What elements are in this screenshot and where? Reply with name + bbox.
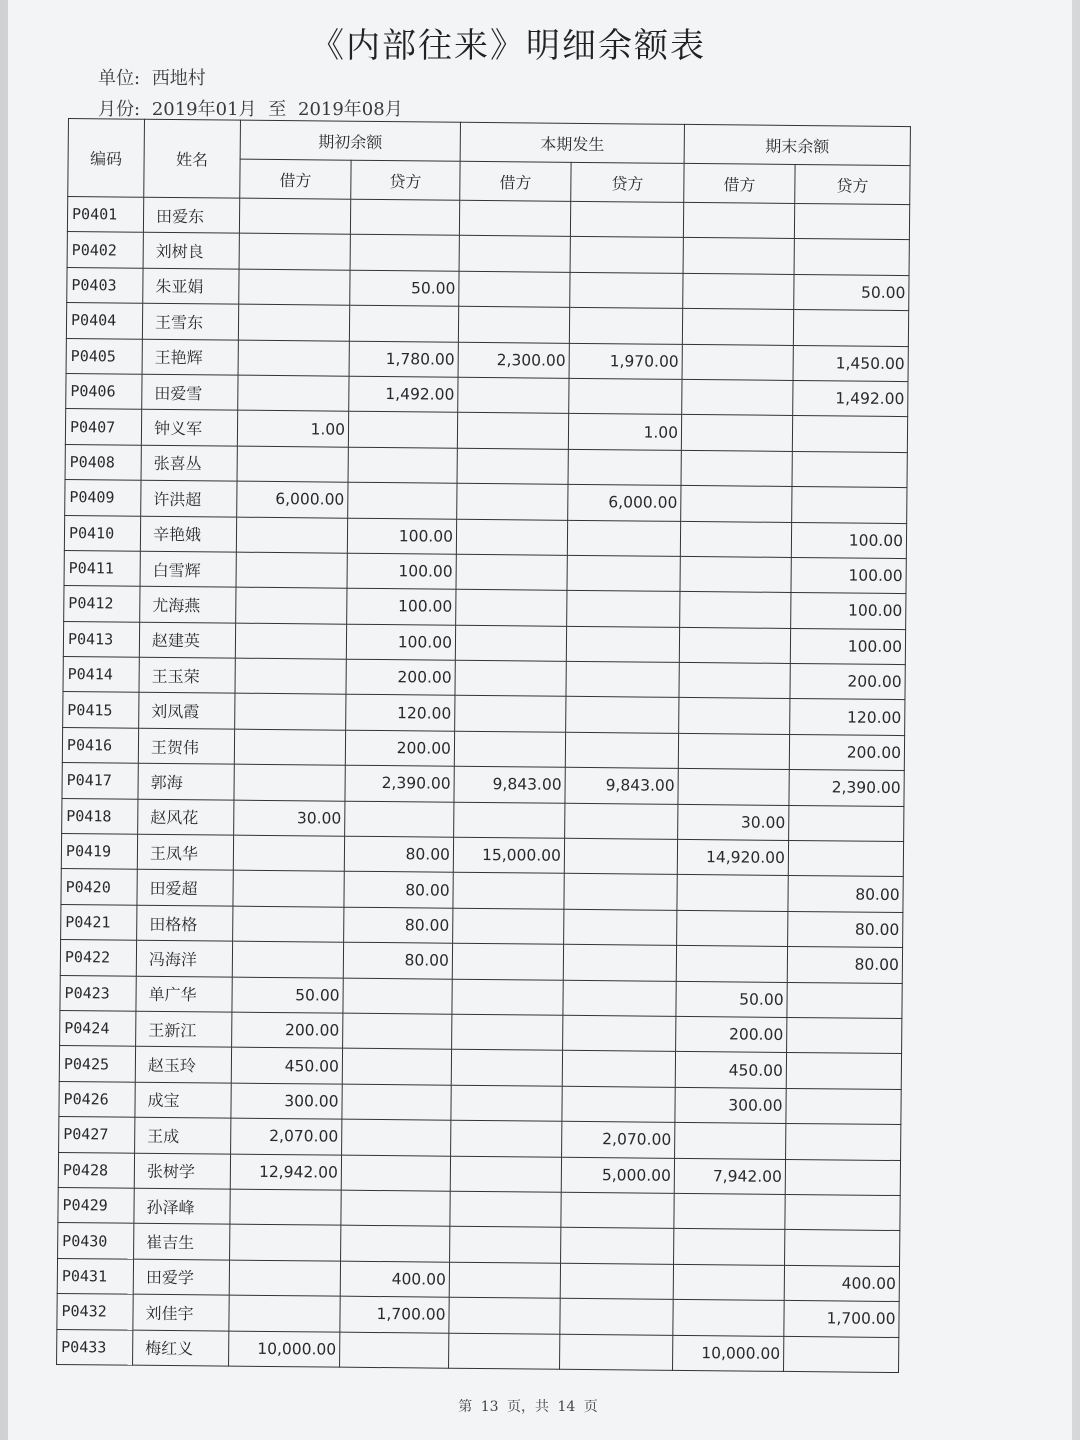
cell-opening-credit xyxy=(345,801,454,837)
cell-name: 王新江 xyxy=(136,1011,232,1047)
cell-opening-debit xyxy=(239,198,350,234)
cell-current-credit xyxy=(566,697,679,733)
cell-opening-debit: 1.00 xyxy=(237,410,348,446)
cell-opening-debit: 30.00 xyxy=(234,800,345,836)
unit-label: 单位: xyxy=(98,68,141,89)
cell-code: P0424 xyxy=(60,1010,136,1046)
cell-opening-credit: 100.00 xyxy=(346,624,455,660)
cell-name: 田爱雪 xyxy=(142,374,238,410)
cell-closing-credit: 120.00 xyxy=(790,699,905,735)
cell-code: P0419 xyxy=(61,834,137,870)
cell-name: 张树学 xyxy=(134,1153,230,1189)
cell-code: P0404 xyxy=(66,303,142,339)
cell-code: P0412 xyxy=(64,586,140,622)
cell-closing-debit xyxy=(682,379,793,415)
cell-code: P0421 xyxy=(61,904,137,940)
cell-opening-debit xyxy=(238,375,349,411)
cell-code: P0418 xyxy=(62,798,138,834)
cell-current-credit: 1,970.00 xyxy=(569,343,682,379)
cell-name: 刘树良 xyxy=(143,233,239,269)
cell-opening-debit xyxy=(235,694,346,730)
cell-closing-credit: 1,450.00 xyxy=(793,345,908,381)
table-row xyxy=(57,1329,899,1372)
cell-closing-debit: 30.00 xyxy=(678,804,789,840)
cell-closing-credit: 200.00 xyxy=(789,734,904,770)
cell-current-debit xyxy=(457,448,568,484)
cell-closing-debit xyxy=(681,450,792,486)
cell-opening-debit xyxy=(229,1260,340,1296)
period-line xyxy=(98,95,403,121)
cell-opening-debit xyxy=(239,234,350,270)
cell-closing-debit xyxy=(680,556,791,592)
cell-opening-debit xyxy=(238,340,349,376)
cell-closing-debit: 450.00 xyxy=(675,1052,786,1088)
cell-closing-debit xyxy=(683,202,794,238)
cell-closing-debit xyxy=(676,946,787,982)
cell-current-credit xyxy=(564,838,677,874)
cell-name: 刘佳宇 xyxy=(133,1294,229,1330)
cell-closing-credit xyxy=(786,1088,901,1124)
cell-current-debit xyxy=(450,1191,561,1227)
cell-current-credit xyxy=(564,874,677,910)
cell-current-credit xyxy=(563,980,676,1016)
cell-current-debit xyxy=(455,696,566,732)
cell-closing-credit xyxy=(785,1230,900,1266)
unit-value: 西地村 xyxy=(151,68,206,89)
cell-opening-debit xyxy=(238,304,349,340)
cell-closing-credit: 80.00 xyxy=(787,947,902,983)
cell-code: P0410 xyxy=(64,515,140,551)
cell-opening-credit xyxy=(348,412,457,448)
cell-opening-debit xyxy=(230,1224,341,1260)
cell-opening-debit xyxy=(234,764,345,800)
cell-current-credit xyxy=(567,591,680,627)
cell-closing-credit: 100.00 xyxy=(790,628,905,664)
cell-closing-debit xyxy=(680,592,791,628)
cell-name: 王成 xyxy=(135,1117,231,1153)
cell-current-debit xyxy=(452,943,563,979)
cell-current-credit xyxy=(570,201,683,237)
cell-opening-credit xyxy=(350,199,459,235)
header-current-period: 本期发生 xyxy=(460,122,684,163)
cell-current-debit xyxy=(452,1014,563,1050)
cell-current-credit xyxy=(565,803,678,839)
cell-closing-debit xyxy=(682,309,793,345)
cell-opening-credit xyxy=(342,1049,451,1085)
cell-code: P0417 xyxy=(62,763,138,799)
page-number: 13 xyxy=(480,1399,499,1415)
cell-current-debit xyxy=(449,1262,560,1298)
cell-current-debit xyxy=(454,802,565,838)
cell-code: P0430 xyxy=(58,1223,134,1259)
cell-opening-debit xyxy=(230,1189,341,1225)
cell-closing-credit xyxy=(786,1124,901,1160)
cell-opening-credit xyxy=(348,447,457,483)
cell-code: P0422 xyxy=(60,940,136,976)
cell-current-debit xyxy=(456,590,567,626)
cell-opening-credit: 100.00 xyxy=(347,588,456,624)
cell-current-debit xyxy=(459,236,570,272)
cell-closing-debit xyxy=(679,662,790,698)
cell-current-credit xyxy=(567,520,680,556)
cell-opening-credit: 100.00 xyxy=(347,553,456,589)
cell-closing-credit xyxy=(785,1159,900,1195)
cell-current-credit xyxy=(560,1263,673,1299)
cell-code: P0415 xyxy=(63,692,139,728)
cell-current-credit xyxy=(565,732,678,768)
cell-closing-credit: 200.00 xyxy=(790,664,905,700)
cell-name: 王雪东 xyxy=(142,303,238,339)
cell-closing-credit: 100.00 xyxy=(791,522,906,558)
cell-current-credit xyxy=(566,626,679,662)
cell-opening-credit: 1,780.00 xyxy=(349,341,458,377)
cell-current-debit xyxy=(451,1085,562,1121)
cell-current-debit: 15,000.00 xyxy=(453,837,564,873)
cell-closing-credit xyxy=(792,451,907,487)
cell-opening-credit xyxy=(348,482,457,518)
cell-closing-debit xyxy=(677,875,788,911)
cell-name: 王艳辉 xyxy=(142,339,238,375)
cell-code: P0411 xyxy=(64,550,140,586)
cell-code: P0409 xyxy=(65,480,141,516)
cell-opening-debit: 10,000.00 xyxy=(229,1331,340,1367)
cell-current-debit xyxy=(459,200,570,236)
cell-current-credit xyxy=(566,661,679,697)
cell-code: P0427 xyxy=(59,1117,135,1153)
cell-opening-credit xyxy=(341,1155,450,1191)
cell-current-debit: 9,843.00 xyxy=(454,766,565,802)
cell-opening-debit xyxy=(232,941,343,977)
cell-code: P0433 xyxy=(57,1329,133,1365)
cell-opening-credit xyxy=(349,305,458,341)
cell-current-debit xyxy=(458,306,569,342)
cell-name: 田爱超 xyxy=(137,870,233,906)
cell-code: P0405 xyxy=(66,338,142,374)
cell-closing-debit xyxy=(681,486,792,522)
page-suffix: 页 xyxy=(583,1399,598,1415)
page-total: 14 xyxy=(557,1399,576,1415)
cell-name: 白雪辉 xyxy=(140,551,236,587)
cell-opening-credit xyxy=(343,978,452,1014)
cell-closing-credit xyxy=(787,1017,902,1053)
header-closing-debit: 借方 xyxy=(684,163,795,203)
header-name: 姓名 xyxy=(144,119,241,198)
cell-opening-credit xyxy=(340,1332,449,1368)
cell-name: 王玉荣 xyxy=(139,657,235,693)
cell-name: 田爱学 xyxy=(133,1259,229,1295)
cell-closing-debit xyxy=(682,344,793,380)
cell-closing-debit xyxy=(678,733,789,769)
cell-closing-debit xyxy=(677,910,788,946)
cell-current-credit xyxy=(563,944,676,980)
cell-opening-debit xyxy=(233,871,344,907)
cell-opening-debit xyxy=(229,1295,340,1331)
cell-opening-debit xyxy=(234,729,345,765)
cell-current-debit xyxy=(449,1333,560,1369)
cell-closing-credit: 100.00 xyxy=(791,557,906,593)
cell-opening-credit: 1,700.00 xyxy=(340,1296,449,1332)
cell-opening-credit xyxy=(342,1084,451,1120)
cell-closing-credit xyxy=(792,416,907,452)
cell-closing-credit xyxy=(784,1336,899,1372)
cell-closing-debit xyxy=(683,238,794,274)
cell-opening-debit xyxy=(235,623,346,659)
cell-current-credit: 9,843.00 xyxy=(565,768,678,804)
cell-current-credit: 1.00 xyxy=(568,414,681,450)
cell-code: P0431 xyxy=(57,1258,133,1294)
table-body xyxy=(57,197,910,1373)
cell-code: P0416 xyxy=(62,727,138,763)
cell-current-credit xyxy=(561,1228,674,1264)
cell-closing-credit: 50.00 xyxy=(794,274,909,310)
cell-opening-debit xyxy=(239,269,350,305)
cell-closing-credit xyxy=(789,805,904,841)
cell-current-debit xyxy=(449,1297,560,1333)
cell-opening-debit xyxy=(233,906,344,942)
cell-code: P0402 xyxy=(67,232,143,268)
cell-current-credit xyxy=(569,378,682,414)
document-sheet xyxy=(8,0,1072,1440)
header-opening-balance: 期初余额 xyxy=(240,120,460,161)
cell-opening-credit: 1,492.00 xyxy=(349,376,458,412)
cell-closing-debit xyxy=(679,627,790,663)
cell-closing-credit xyxy=(794,239,909,275)
cell-closing-credit xyxy=(794,203,909,239)
header-code: 编码 xyxy=(68,119,145,198)
cell-code: P0403 xyxy=(67,267,143,303)
cell-name: 田爱东 xyxy=(143,197,239,233)
cell-current-debit xyxy=(458,377,569,413)
cell-name: 冯海洋 xyxy=(136,940,232,976)
cell-closing-debit: 300.00 xyxy=(675,1087,786,1123)
cell-name: 孙泽峰 xyxy=(134,1188,230,1224)
cell-opening-debit xyxy=(233,835,344,871)
page-prefix: 第 xyxy=(458,1399,473,1415)
page-footer xyxy=(448,1396,608,1416)
cell-code: P0428 xyxy=(58,1152,134,1188)
cell-current-credit: 5,000.00 xyxy=(561,1157,674,1193)
cell-current-debit xyxy=(456,554,567,590)
cell-closing-credit xyxy=(787,982,902,1018)
cell-closing-credit: 80.00 xyxy=(788,911,903,947)
cell-code: P0413 xyxy=(63,621,139,657)
cell-current-debit xyxy=(453,908,564,944)
cell-opening-credit: 200.00 xyxy=(345,730,454,766)
cell-name: 刘凤霞 xyxy=(139,693,235,729)
cell-current-credit: 2,070.00 xyxy=(562,1121,675,1157)
cell-current-debit xyxy=(451,1120,562,1156)
cell-opening-credit: 50.00 xyxy=(350,270,459,306)
header-closing-credit: 贷方 xyxy=(795,164,910,204)
cell-current-debit xyxy=(450,1227,561,1263)
cell-code: P0425 xyxy=(59,1046,135,1082)
cell-closing-credit xyxy=(792,487,907,523)
cell-closing-debit: 10,000.00 xyxy=(673,1335,784,1371)
cell-name: 田格格 xyxy=(137,905,233,941)
cell-current-debit xyxy=(450,1156,561,1192)
cell-opening-credit: 80.00 xyxy=(344,907,453,943)
cell-code: P0407 xyxy=(65,409,141,445)
cell-opening-debit: 12,942.00 xyxy=(230,1154,341,1190)
cell-name: 王贺伟 xyxy=(138,728,234,764)
cell-closing-debit xyxy=(683,273,794,309)
cell-name: 钟义军 xyxy=(141,410,237,446)
cell-opening-credit: 400.00 xyxy=(340,1261,449,1297)
cell-name: 成宝 xyxy=(135,1082,231,1118)
cell-code: P0426 xyxy=(59,1081,135,1117)
cell-closing-debit: 50.00 xyxy=(676,981,787,1017)
cell-closing-debit: 7,942.00 xyxy=(674,1158,785,1194)
cell-current-debit xyxy=(455,625,566,661)
page-mid-text: 页，共 xyxy=(507,1399,549,1415)
cell-closing-credit xyxy=(788,840,903,876)
cell-current-credit xyxy=(560,1334,673,1370)
cell-current-debit xyxy=(457,413,568,449)
cell-opening-debit xyxy=(237,446,348,482)
cell-opening-debit: 200.00 xyxy=(232,1012,343,1048)
cell-current-credit: 6,000.00 xyxy=(568,484,681,520)
cell-closing-debit xyxy=(673,1299,784,1335)
cell-closing-debit xyxy=(678,769,789,805)
cell-current-credit xyxy=(569,307,682,343)
cell-opening-credit: 80.00 xyxy=(343,942,452,978)
cell-name: 赵风花 xyxy=(138,799,234,835)
cell-current-debit xyxy=(452,979,563,1015)
cell-current-debit xyxy=(453,873,564,909)
cell-opening-credit xyxy=(341,1190,450,1226)
page-title: 《内部往来》明细余额表 xyxy=(310,26,706,66)
cell-opening-credit: 80.00 xyxy=(344,836,453,872)
cell-closing-credit: 100.00 xyxy=(791,593,906,629)
period-separator: 至 xyxy=(268,99,287,120)
cell-opening-credit xyxy=(342,1119,451,1155)
cell-code: P0408 xyxy=(65,444,141,480)
cell-closing-credit: 1,700.00 xyxy=(784,1301,899,1337)
cell-closing-debit xyxy=(675,1123,786,1159)
cell-current-credit xyxy=(562,1051,675,1087)
cell-code: P0423 xyxy=(60,975,136,1011)
balance-table-wrapper xyxy=(56,118,910,1373)
cell-opening-debit xyxy=(236,517,347,553)
cell-opening-debit xyxy=(236,552,347,588)
cell-name: 许洪超 xyxy=(141,480,237,516)
cell-opening-credit xyxy=(350,235,459,271)
cell-code: P0414 xyxy=(63,657,139,693)
cell-name: 赵建英 xyxy=(139,622,235,658)
cell-code: P0429 xyxy=(58,1187,134,1223)
cell-name: 崔吉生 xyxy=(134,1224,230,1260)
period-from: 2019年01月 xyxy=(151,99,257,120)
period-label: 月份: xyxy=(98,99,141,120)
cell-closing-debit xyxy=(674,1229,785,1265)
cell-closing-debit: 200.00 xyxy=(676,1016,787,1052)
header-current-credit: 贷方 xyxy=(571,162,684,202)
cell-opening-credit: 2,390.00 xyxy=(345,765,454,801)
cell-opening-credit xyxy=(341,1225,450,1261)
cell-closing-credit xyxy=(793,310,908,346)
cell-current-credit xyxy=(560,1298,673,1334)
cell-opening-debit: 50.00 xyxy=(232,977,343,1013)
cell-code: P0401 xyxy=(67,197,143,233)
unit-line xyxy=(98,64,206,90)
cell-current-credit xyxy=(567,555,680,591)
cell-opening-credit: 200.00 xyxy=(346,659,455,695)
cell-closing-credit: 400.00 xyxy=(784,1265,899,1301)
cell-closing-debit: 14,920.00 xyxy=(677,839,788,875)
cell-current-debit xyxy=(454,731,565,767)
cell-closing-debit xyxy=(680,521,791,557)
cell-current-credit xyxy=(570,237,683,273)
cell-name: 郭海 xyxy=(138,763,234,799)
header-closing-balance: 期末余额 xyxy=(684,124,910,165)
cell-closing-debit xyxy=(674,1193,785,1229)
cell-closing-credit: 2,390.00 xyxy=(789,770,904,806)
cell-opening-debit xyxy=(235,658,346,694)
cell-current-credit xyxy=(561,1192,674,1228)
cell-name: 张喜丛 xyxy=(141,445,237,481)
cell-opening-credit: 120.00 xyxy=(346,695,455,731)
cell-closing-credit xyxy=(786,1053,901,1089)
cell-opening-debit: 6,000.00 xyxy=(237,481,348,517)
cell-current-credit xyxy=(568,449,681,485)
cell-opening-debit: 2,070.00 xyxy=(231,1118,342,1154)
cell-current-credit xyxy=(564,909,677,945)
cell-current-debit xyxy=(457,483,568,519)
header-current-debit: 借方 xyxy=(460,161,571,201)
cell-opening-credit xyxy=(343,1013,452,1049)
cell-code: P0432 xyxy=(57,1294,133,1330)
cell-current-debit: 2,300.00 xyxy=(458,342,569,378)
cell-current-debit xyxy=(455,660,566,696)
header-opening-debit: 借方 xyxy=(240,159,351,199)
cell-closing-credit xyxy=(785,1194,900,1230)
header-opening-credit: 贷方 xyxy=(351,160,460,200)
cell-name: 朱亚娟 xyxy=(143,268,239,304)
cell-closing-debit xyxy=(673,1264,784,1300)
balance-table xyxy=(56,118,911,1373)
cell-name: 尤海燕 xyxy=(140,587,236,623)
cell-name: 梅红义 xyxy=(133,1330,229,1366)
cell-closing-credit: 80.00 xyxy=(788,876,903,912)
cell-current-credit xyxy=(562,1086,675,1122)
cell-opening-credit: 100.00 xyxy=(347,518,456,554)
period-to: 2019年08月 xyxy=(298,99,403,120)
cell-current-credit xyxy=(570,272,683,308)
cell-name: 辛艳娥 xyxy=(140,516,236,552)
cell-name: 单广华 xyxy=(136,976,232,1012)
cell-opening-debit: 450.00 xyxy=(231,1047,342,1083)
cell-name: 王凤华 xyxy=(137,834,233,870)
cell-name: 赵玉玲 xyxy=(135,1047,231,1083)
cell-current-credit xyxy=(563,1015,676,1051)
cell-code: P0420 xyxy=(61,869,137,905)
cell-closing-credit: 1,492.00 xyxy=(793,380,908,416)
cell-closing-debit xyxy=(681,415,792,451)
cell-opening-debit xyxy=(236,587,347,623)
cell-current-debit xyxy=(456,519,567,555)
cell-closing-debit xyxy=(679,698,790,734)
cell-opening-credit: 80.00 xyxy=(344,872,453,908)
cell-code: P0406 xyxy=(66,373,142,409)
cell-current-debit xyxy=(451,1050,562,1086)
cell-opening-debit: 300.00 xyxy=(231,1083,342,1119)
cell-current-debit xyxy=(459,271,570,307)
